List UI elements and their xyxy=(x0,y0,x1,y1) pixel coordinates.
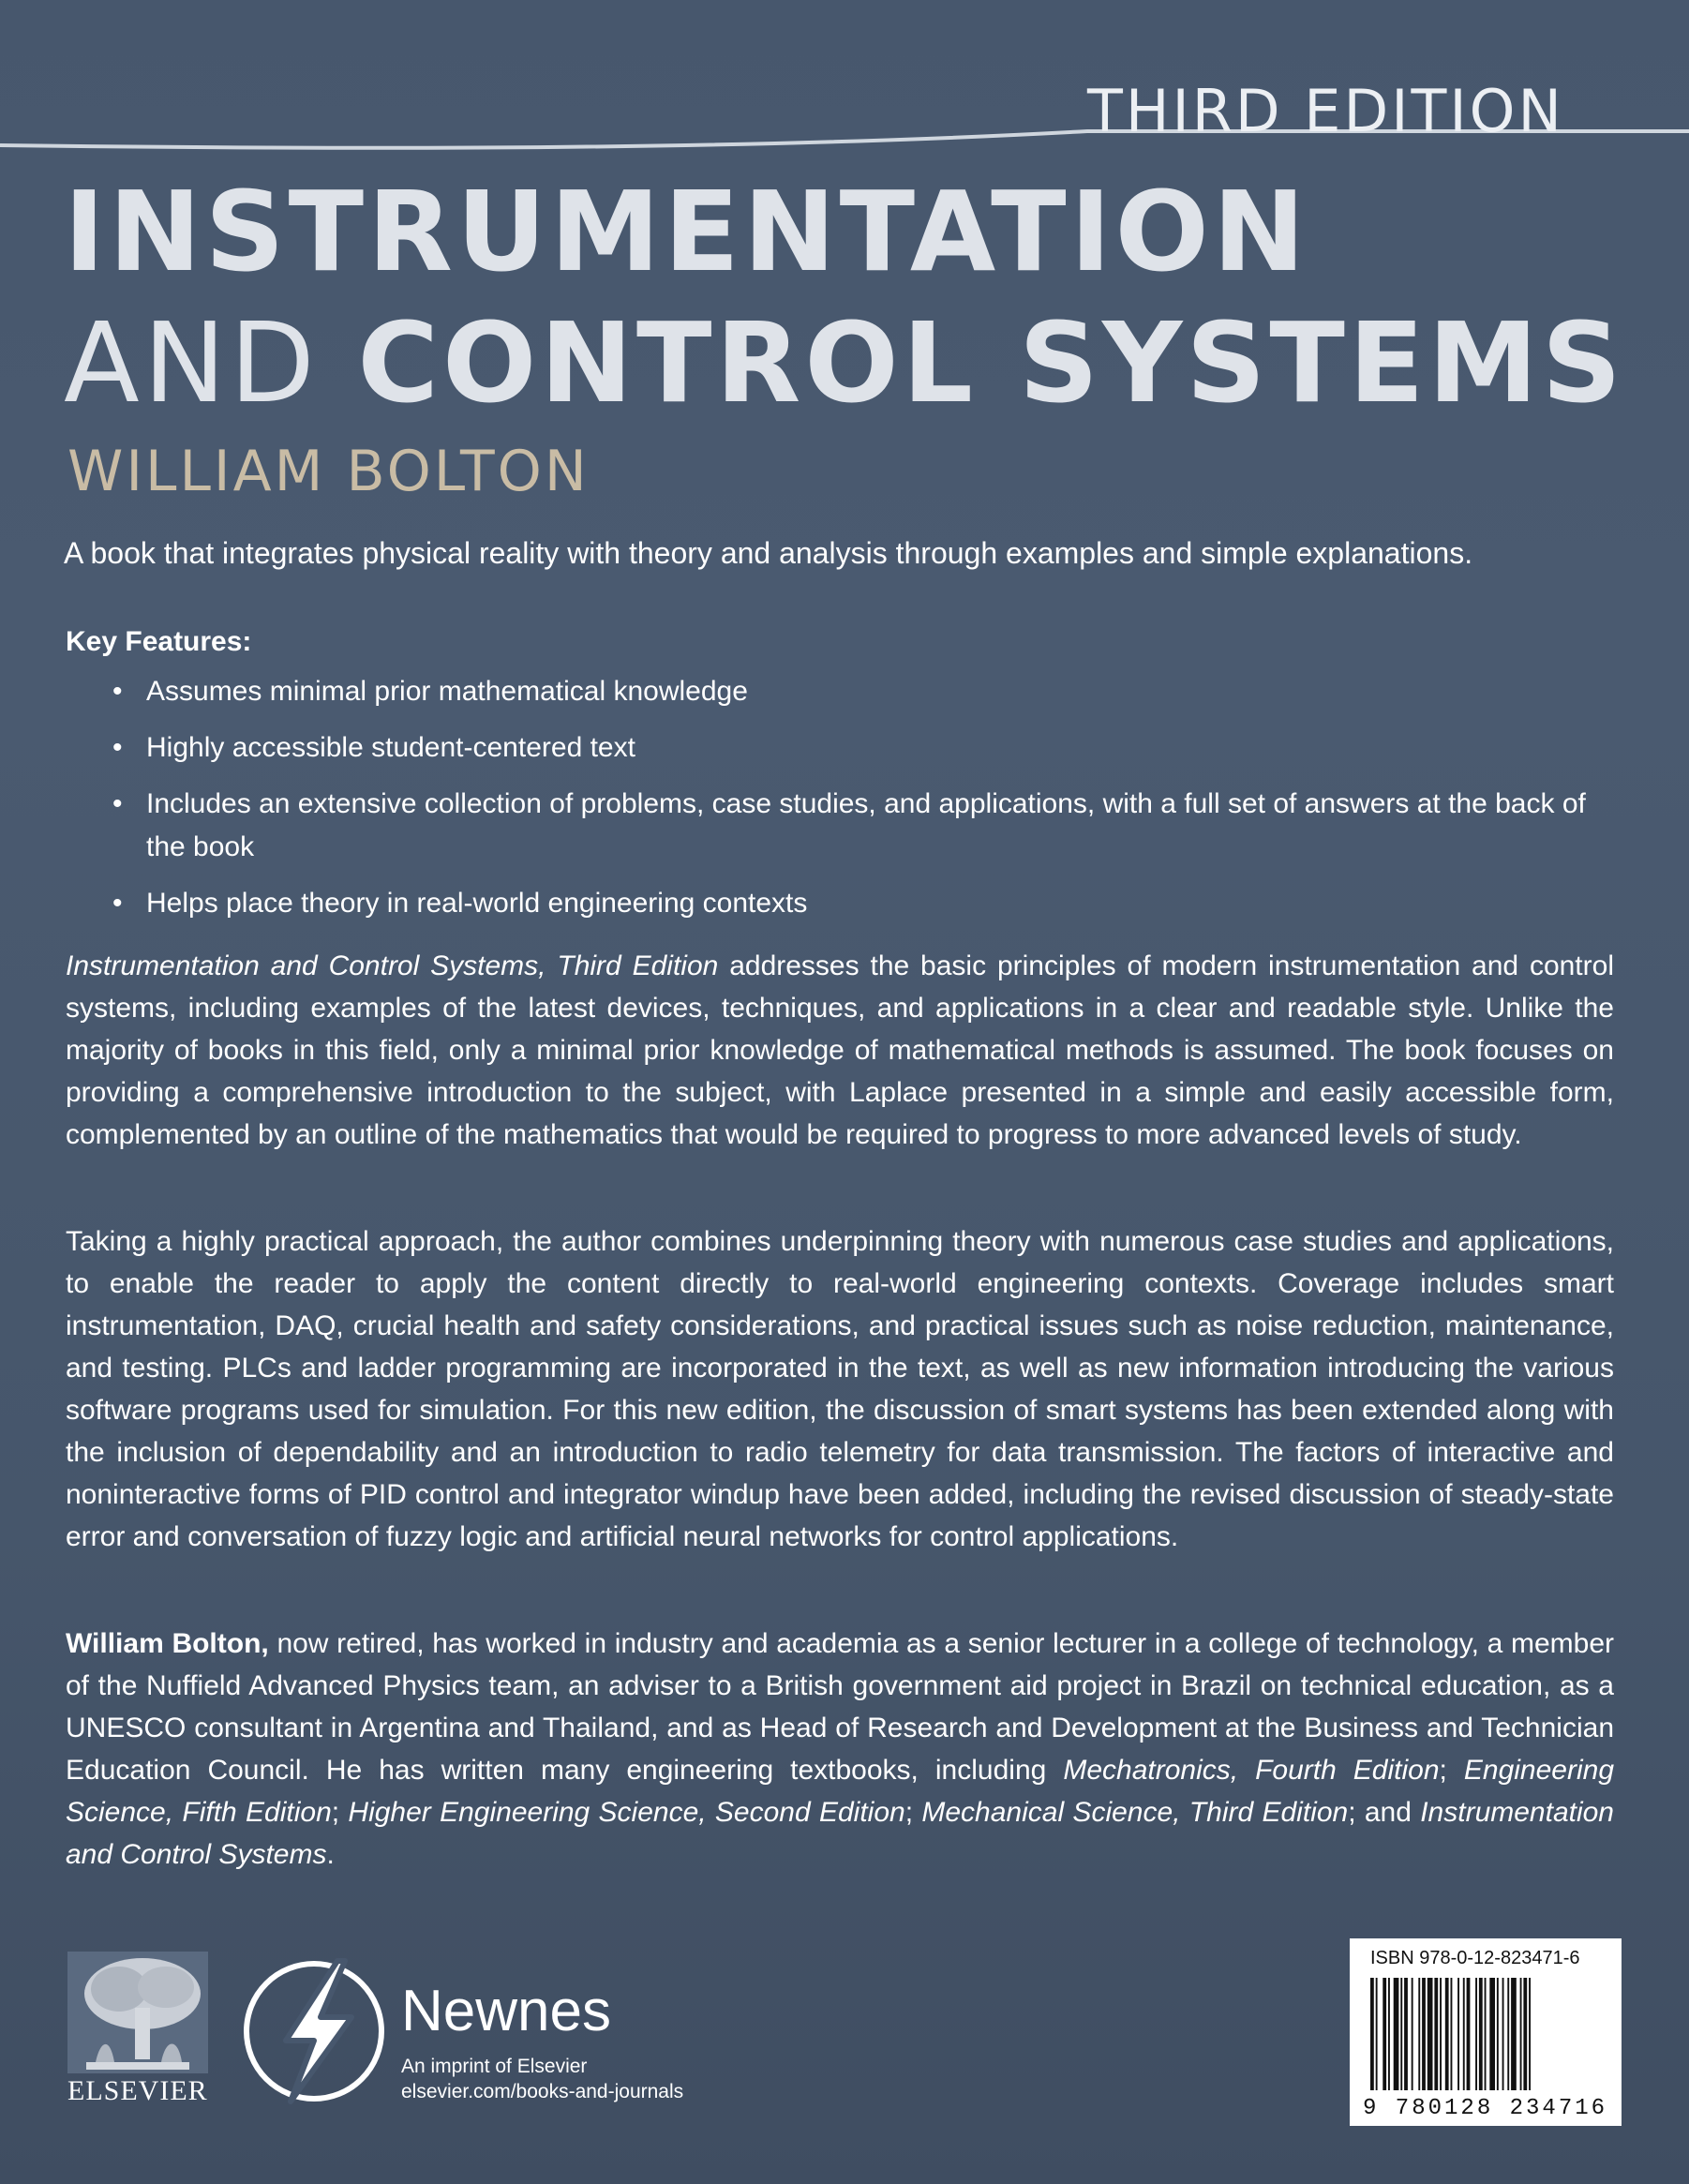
isbn-label: ISBN 978-0-12-823471-6 xyxy=(1370,1948,1580,1968)
bio-book-title: Instrumentation and Control Systems xyxy=(66,1797,1614,1870)
barcode-bar xyxy=(1394,1978,1399,2090)
barcode-bar xyxy=(1427,1978,1433,2090)
key-features-heading: Key Features: xyxy=(66,626,252,657)
key-features-list xyxy=(112,670,1612,938)
bio-separator: ; xyxy=(1439,1755,1464,1786)
barcode-bar xyxy=(1383,1978,1386,2090)
barcode-bar xyxy=(1445,1978,1449,2090)
bio-separator: ; xyxy=(331,1797,349,1828)
key-feature-item: • Helps place theory in real-world engineering contexts xyxy=(112,882,1612,925)
barcode-bar xyxy=(1475,1978,1477,2090)
barcode-bar xyxy=(1511,1978,1517,2090)
description-paragraph-1 xyxy=(66,945,1614,1156)
barcode-bar xyxy=(1412,1978,1413,2090)
title-line-1: INSTRUMENTATION xyxy=(64,167,1309,296)
bio-end: . xyxy=(326,1839,335,1870)
bio-book-title: Higher Engineering Science, Second Edition xyxy=(348,1797,905,1828)
barcode-bar xyxy=(1376,1978,1378,2090)
barcode-bar xyxy=(1463,1978,1465,2090)
bio-separator: ; and xyxy=(1348,1797,1421,1828)
bio-book-title: Mechatronics, Fourth Edition xyxy=(1063,1755,1440,1786)
barcode-bar xyxy=(1497,1978,1499,2090)
key-feature-item: • Highly accessible student-centered text xyxy=(112,726,1612,770)
title-line-2-light: AND xyxy=(64,298,358,427)
barcode-bars xyxy=(1368,1978,1603,2095)
publisher-url: elsevier.com/books-and-journals xyxy=(401,2081,684,2102)
tagline: A book that integrates physical reality with theory and analysis through examples and simple explanations. xyxy=(64,536,1473,570)
barcode-bar xyxy=(1485,1978,1487,2090)
elsevier-wordmark: ELSEVIER xyxy=(67,2075,208,2106)
title-line-2-bold: CONTROL SYSTEMS xyxy=(357,298,1625,427)
barcode-bar xyxy=(1434,1978,1438,2090)
barcode-bar xyxy=(1529,1978,1531,2090)
bio-book-title: Mechanical Science, Third Edition xyxy=(921,1797,1349,1828)
key-feature-item: • Includes an extensive collection of problems, case studies, and applications, with a full set of answers at the back of the book xyxy=(112,783,1612,869)
barcode-bar xyxy=(1418,1978,1420,2090)
barcode-bar xyxy=(1467,1978,1471,2090)
description-text: addresses the basic principles of modern instrumentation and control systems, including examples of the latest devices, techniques, and applications in a clear and readable style. Unlike the majority of books in this field, only a minimal prior knowledge of mathematical methods is assumed. The book focuses on providing a comprehensive introduction to the subject, with Laplace presented in a simple and easily accessible form, complemented by an outline of the mathematics that would be required to progress to more advanced levels of study. xyxy=(66,950,1614,1150)
barcode-bar xyxy=(1489,1978,1495,2090)
newnes-lightning-icon xyxy=(234,1952,394,2111)
isbn-barcode xyxy=(1350,1938,1622,2126)
barcode-bar xyxy=(1523,1978,1527,2090)
imprint-text: An imprint of Elsevier xyxy=(401,2056,588,2077)
bio-separator: ; xyxy=(904,1797,922,1828)
description-paragraph-2: Taking a highly practical approach, the author combines underpinning theory with numerous case studies and applications, to enable the reader to apply the content directly to real-world engineering contexts. Coverage includes smart instrumentation, DAQ, crucial health and safety considerations, and practical issues such as noise reduction, maintenance, and testing. PLCs and ladder programming are incorporated in the text, as well as new information introducing the various software programs used for simulation. For this new edition, the discussion of smart systems has been extended along with the inclusion of dependability and an introduction to radio telemetry for data transmission. The factors of interactive and noninteractive forms of PID control and integrator windup have been added, including the revised discussion of steady-state error and conversation of fuzzy logic and artificial neural networks for control applications. xyxy=(66,1226,1614,1552)
barcode-bar xyxy=(1422,1978,1426,2090)
barcode-bar xyxy=(1507,1978,1509,2090)
bio-author-name: William Bolton, xyxy=(66,1628,269,1659)
book-title-italic: Instrumentation and Control Systems, Third Edition xyxy=(66,950,719,981)
barcode-bar xyxy=(1370,1978,1374,2090)
author-bio xyxy=(66,1623,1614,1876)
key-feature-item: • Assumes minimal prior mathematical knowledge xyxy=(112,670,1612,713)
barcode-bar xyxy=(1479,1978,1483,2090)
edition-label: THIRD EDITION xyxy=(1087,77,1564,145)
bio-text: now retired, has worked in industry and academia as a senior lecturer in a college of technology, a member of the Nuffield Advanced Physics team, an adviser to a British government aid project in Brazil on technical education, as a UNESCO consultant in Argentina and Thailand, and as Head of Research and Development at the Business and Technician Education Council. He has written many engineering textbooks, including xyxy=(66,1628,1615,1786)
author-name: WILLIAM BOLTON xyxy=(67,439,590,504)
elsevier-tree-icon xyxy=(67,1952,208,2073)
barcode-bar xyxy=(1388,1978,1390,2090)
newnes-wordmark: Newnes xyxy=(401,1979,611,2043)
barcode-digits: 9 780128 234716 xyxy=(1363,2096,1608,2121)
barcode-bar xyxy=(1400,1978,1402,2090)
barcode-bar xyxy=(1404,1978,1408,2090)
barcode-bar xyxy=(1451,1978,1453,2090)
barcode-bar xyxy=(1440,1978,1442,2090)
title-line-2 xyxy=(64,298,1625,427)
barcode-bar xyxy=(1457,1978,1459,2090)
bio-book-title: Engineering Science, Fifth Edition xyxy=(66,1755,1615,1828)
barcode-bar xyxy=(1520,1978,1522,2090)
barcode-bar xyxy=(1502,1978,1504,2090)
